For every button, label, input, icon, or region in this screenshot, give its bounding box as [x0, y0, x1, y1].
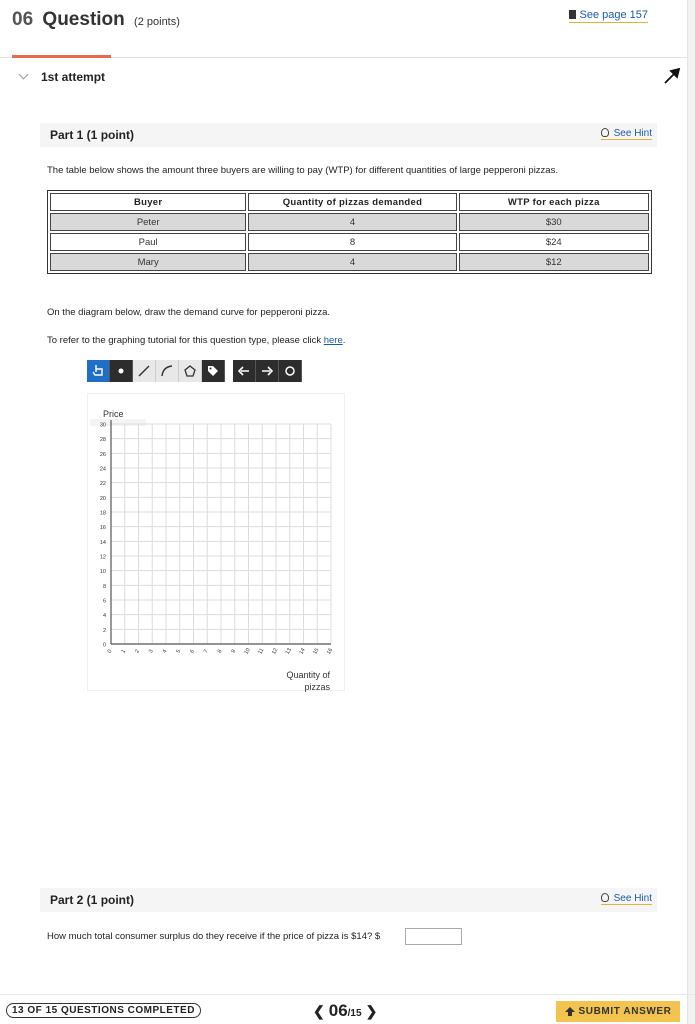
question-points: (2 points) [134, 16, 180, 28]
y-tick-label: 16 [99, 525, 106, 532]
y-tick-label: 20 [99, 495, 106, 502]
x-tick-label: 8 [216, 648, 224, 655]
x-tick-label: 4 [161, 648, 169, 655]
y-tick-label: 24 [99, 466, 106, 473]
x-tick-label: 13 [284, 647, 294, 656]
table-cell: Peter [50, 213, 246, 231]
part1-instruction: On the diagram below, draw the demand curve for pepperoni pizza. [47, 307, 331, 318]
x-axis-label-line1: Quantity of [286, 670, 330, 680]
part2-header [40, 888, 657, 912]
tutorial-link[interactable]: here [323, 335, 343, 346]
x-tick-label: 0 [106, 648, 114, 655]
y-tick-label: 0 [102, 642, 106, 649]
submit-answer-button[interactable] [556, 1001, 680, 1022]
y-tick-label: 10 [99, 569, 106, 576]
y-tick-label: 6 [102, 598, 106, 605]
part1-title: Part 1 (1 point) [50, 128, 135, 142]
x-tick-label: 1 [120, 648, 128, 655]
lightbulb-icon [601, 893, 609, 902]
table-header: WTP for each pizza [459, 193, 649, 211]
x-axis-label-line2: pizzas [304, 682, 330, 692]
x-tick-label: 10 [243, 647, 252, 656]
x-tick-label: 9 [230, 648, 238, 655]
y-tick-label: 14 [99, 539, 106, 546]
tutorial-prefix: To refer to the graphing tutorial for this question type, please click [47, 335, 324, 346]
table-cell: Paul [50, 233, 246, 251]
table-header: Quantity of pizzas demanded [248, 193, 456, 211]
y-tick-label: 2 [102, 627, 106, 634]
x-tick-label: 7 [203, 648, 210, 655]
x-tick-label: 5 [175, 648, 183, 655]
part2-hint-label: See Hint [613, 893, 652, 904]
table-cell: $12 [459, 253, 649, 271]
see-page-label: See page 157 [579, 9, 648, 21]
next-question-button[interactable]: ❯ [365, 1003, 378, 1019]
table-cell: Mary [50, 253, 246, 271]
table-cell: 8 [248, 233, 456, 251]
part2-question: How much total consumer surplus do they receive if the price of pizza is $14? $ [47, 931, 381, 942]
y-tick-label: 4 [102, 613, 106, 620]
part1-hint-label: See Hint [613, 128, 652, 139]
send-icon [565, 1007, 575, 1016]
x-tick-label: 12 [271, 647, 280, 656]
current-question: 06 [328, 1001, 348, 1020]
x-tick-label: 2 [134, 648, 141, 655]
y-axis-label: Price [103, 409, 124, 419]
part2-title: Part 2 (1 point) [50, 893, 135, 907]
y-tick-label: 28 [99, 437, 106, 444]
table-cell: $30 [459, 213, 649, 231]
question-label: Question [42, 9, 125, 30]
y-tick-label: 26 [99, 451, 106, 458]
y-tick-label: 18 [99, 510, 106, 517]
x-tick-label: 3 [148, 648, 155, 655]
x-tick-label: 15 [312, 647, 321, 656]
part1-intro: The table below shows the amount three buyers are willing to pay (WTP) for different quantities of large pepperoni pizzas. [47, 165, 558, 176]
table-cell: 4 [248, 253, 456, 271]
x-axis-label [262, 669, 330, 693]
total-questions: /15 [347, 1008, 362, 1019]
question-number: 06 [12, 9, 34, 30]
y-tick-label: 22 [99, 481, 106, 488]
y-tick-label: 8 [102, 583, 106, 590]
question-pager [309, 1001, 381, 1021]
consumer-surplus-input[interactable] [405, 928, 462, 945]
x-tick-label: 14 [298, 647, 307, 656]
footer [0, 994, 695, 1024]
attempt-label: 1st attempt [41, 70, 106, 84]
tutorial-suffix: . [342, 335, 346, 346]
y-tick-label: 30 [99, 422, 106, 429]
part2-hint-link[interactable] [601, 893, 652, 905]
y-label-bg [90, 419, 146, 426]
progress-badge: 13 OF 15 QUESTIONS COMPLETED [6, 1003, 201, 1018]
x-tick-label: 16 [326, 647, 335, 656]
table-header: Buyer [50, 193, 246, 211]
prev-question-button[interactable]: ❮ [313, 1003, 325, 1019]
table-cell: 4 [248, 213, 456, 231]
x-tick-label: 6 [189, 648, 196, 655]
y-tick-label: 12 [99, 554, 106, 561]
table-cell: $24 [459, 233, 649, 251]
x-tick-label: 11 [257, 647, 266, 656]
submit-label: SUBMIT ANSWER [578, 1006, 672, 1017]
